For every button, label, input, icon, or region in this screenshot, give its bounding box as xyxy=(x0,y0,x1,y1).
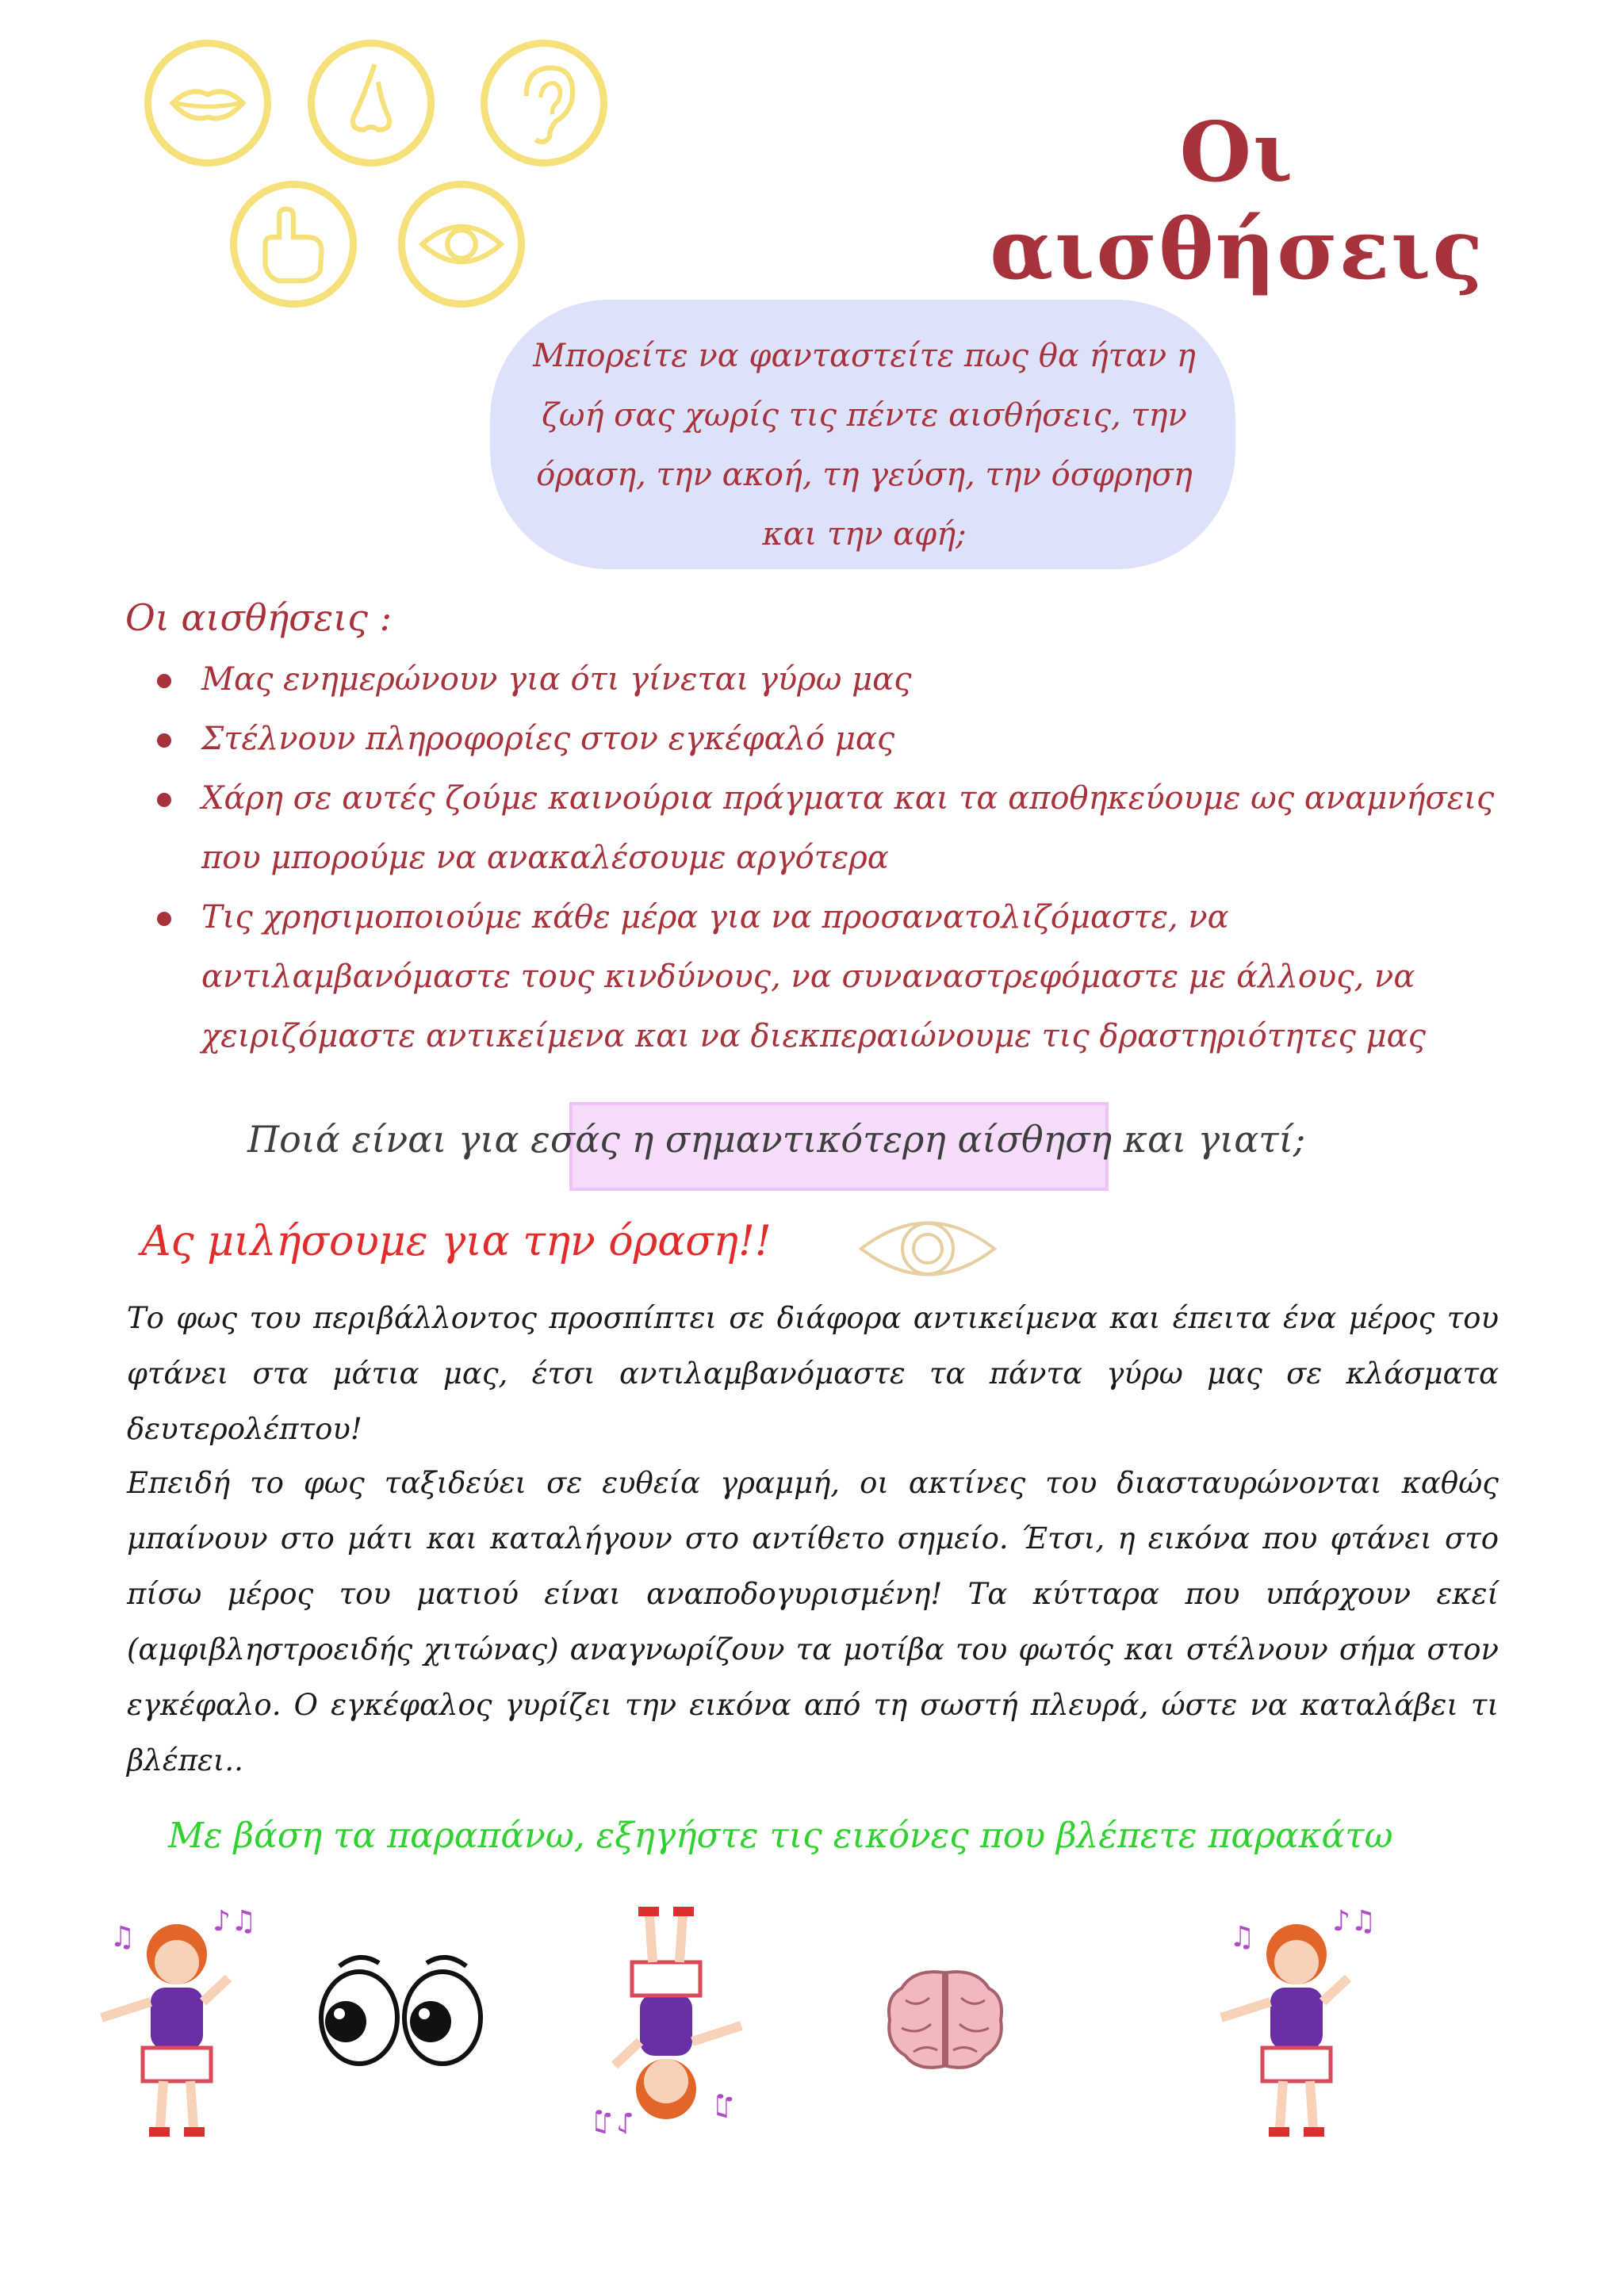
upside-down-girl-illustration xyxy=(579,1899,753,2145)
hand-icon xyxy=(230,181,357,308)
intro-text: Μπορείτε να φανταστείτε πως θα ήταν η ζωή σας χωρίς τις πέντε αισθήσεις, την όραση, την ακοή, τη γεύση, την όσφρηση και την αφή; xyxy=(533,338,1196,553)
eye-outline-icon xyxy=(856,1205,999,1292)
brain-icon xyxy=(882,1965,1009,2076)
mouth-icon xyxy=(144,40,271,166)
svg-text:♪♫: ♪♫ xyxy=(1332,1905,1377,1938)
list-item: Τις χρησιμοποιούμε κάθε μέρα για να προσανατολιζόμαστε, να αντιλαμβανόμαστε τους κινδύνους, να συναναστρεφόμαστε με άλλους, να χειριζόμαστε αντικείμενα και να διεκπεραιώνουμε τις δραστηριότητες μας xyxy=(157,888,1521,1066)
bullet-icon xyxy=(157,733,171,748)
paragraph-light: Το φως του περιβάλλοντος προσπίπτει σε διάφορα αντικείμενα και έπειτα ένα μέρος του φτάνει στα μάτια μας, έτσι αντιλαμβανόμαστε τα πάντα γύρω μας σε κλάσματα δευτερολέπτου! xyxy=(127,1301,1499,1446)
svg-text:♪♫: ♪♫ xyxy=(590,2106,634,2138)
singing-girl-illustration xyxy=(94,1899,260,2145)
cartoon-eyes-illustration xyxy=(316,1942,490,2069)
page-title: Οι αισθήσεις xyxy=(990,103,1484,298)
svg-text:♫: ♫ xyxy=(711,2090,737,2122)
svg-text:♪♫: ♪♫ xyxy=(213,1905,257,1938)
bullet-icon xyxy=(157,674,171,688)
list-item: Χάρη σε αυτές ζούμε καινούρια πράγματα και τα αποθηκεύουμε ως αναμνήσεις που μπορούμε να ανακαλέσουμε αργότερα xyxy=(157,769,1521,888)
vision-heading: Ας μιλήσουμε για την όραση!! xyxy=(141,1218,772,1265)
paragraph-retina: Επειδή το φως ταξιδεύει σε ευθεία γραμμή, οι ακτίνες του διασταυρώνονται καθώς μπαίνουν στο μάτι και καταλήγουν στο αντίθετο σημείο. Έτσι, η εικόνα που φτάνει στο πίσω μέρος του ματιού είναι αναποδογυρισμένη! Τα κύτταρα που υπάρχουν εκεί (αμφιβληστροειδής χιτώνας) αναγνωρίζουν τα μοτίβα του φωτός και στέλνουν σήμα στον εγκέφαλο. Ο εγκέφαλος γυρίζει την εικόνα από τη σωστή πλευρά, ώστε να καταλάβει τι βλέπει.. xyxy=(127,1466,1499,1777)
bullet-icon xyxy=(157,793,171,807)
ear-icon xyxy=(481,40,607,166)
list-item: Στέλνουν πληροφορίες στον εγκέφαλό μας xyxy=(157,710,1521,769)
section-label: Οι αισθήσεις : xyxy=(125,596,393,639)
list-item: Μας ενημερώνουν για ότι γίνεται γύρω μας xyxy=(157,650,1521,710)
singing-girl-illustration-right xyxy=(1213,1899,1380,2145)
question-text: Ποιά είναι για εσάς η σημαντικότερη αίσθηση και γιατί; xyxy=(247,1118,1306,1161)
svg-text:♫: ♫ xyxy=(109,1921,136,1954)
bullet-list xyxy=(157,650,1521,1066)
nose-icon xyxy=(308,40,435,166)
eye-icon xyxy=(398,181,525,308)
instruction-text: Με βάση τα παραπάνω, εξηγήστε τις εικόνες που βλέπετε παρακάτω xyxy=(168,1816,1393,1856)
bullet-icon xyxy=(157,912,171,926)
svg-text:♫: ♫ xyxy=(1229,1921,1255,1954)
